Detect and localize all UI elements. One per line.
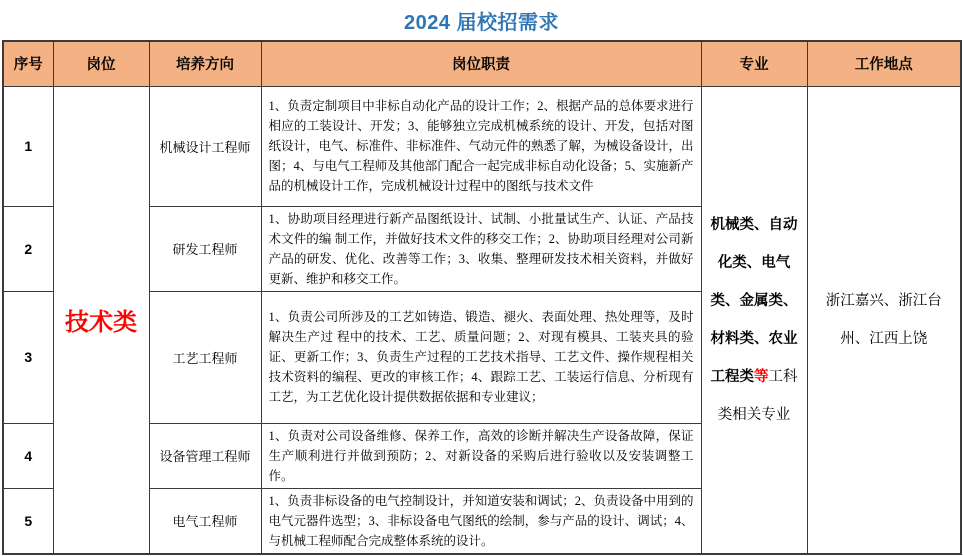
- row-2-number: 2: [3, 206, 53, 291]
- row-3-duty: 1、负责公司所涉及的工艺如铸造、锻造、褪火、表面处理、热处理等，及时解决生产过 程中的技术、工艺、质量问题；2、对现有模具、工装夹具的验证、更新工作；3、负责生产过程的工艺技术指导、工艺文件、操作规程相关技术资料的编程、更改的审核工作；4、跟踪工艺、工装运行信息、分析现有工艺，为工艺优化设计提供数据依据和专业建议；: [261, 291, 701, 423]
- row-2-duty: 1、协助项目经理进行新产品图纸设计、试制、小批量试生产、认证、产品技术文件的编 制工作，并做好技术文件的移交工作；2、协助项目经理对公司新产品的研发、优化、改善等工作；3、收集、整理研发技术相关资料，并做好更新、维护和移交工作。: [261, 206, 701, 291]
- header-work-location: 工作地点: [807, 41, 961, 86]
- header-job-duties: 岗位职责: [261, 41, 701, 86]
- work-location-cell: 浙江嘉兴、浙江台州、江西上饶: [807, 86, 961, 554]
- row-1-number: 1: [3, 86, 53, 206]
- major-regular-text: 工科类相关专业: [717, 368, 798, 423]
- table-header-row: [3, 41, 961, 86]
- header-training-direction: 培养方向: [149, 41, 261, 86]
- row-4-number: 4: [3, 423, 53, 488]
- row-1-duty: 1、负责定制项目中非标自动化产品的设计工作；2、根据产品的总体要求进行相应的工装设计、开发；3、能够独立完成机械系统的设计、开发，包括对图纸设计，电气、标准件、非标准件、气动元件的熟悉了解，为械设备设计，出图；4、与电气工程师及其他部门配合一起完成非标自动化设备；5、实施新产品的机械设计工作，完成机械设计过程中的图纸与技术文件: [261, 86, 701, 206]
- header-serial-number: 序号: [3, 41, 53, 86]
- position-category-cell: 技术类: [53, 86, 149, 554]
- recruitment-table: [2, 40, 962, 555]
- row-3-number: 3: [3, 291, 53, 423]
- header-position: 岗位: [53, 41, 149, 86]
- page-title: 2024 届校招需求: [403, 12, 560, 34]
- row-5-number: 5: [3, 488, 53, 554]
- major-highlight-text: 等: [754, 368, 769, 385]
- major-bold-text: 机械类、自动化类、电气类、金属类、材料类、农业工程类: [710, 216, 798, 385]
- row-5-duty: 1、负责非标设备的电气控制设计，并知道安装和调试；2、负责设备中用到的电气元器件选型；3、非标设备电气图纸的绘制，参与产品的设计、调试；4、与机械工程师配合完成整体系统的设计。: [261, 488, 701, 554]
- row-4-direction: 设备管理工程师: [149, 423, 261, 488]
- row-4-duty: 1、负责对公司设备维修、保养工作，高效的诊断并解决生产设备故障，保证生产顺利进行并做到预防；2、对新设备的采购后进行验收以及安装调整工作。: [261, 423, 701, 488]
- row-2-direction: 研发工程师: [149, 206, 261, 291]
- row-5-direction: 电气工程师: [149, 488, 261, 554]
- major-cell: [701, 86, 807, 554]
- header-major: 专业: [701, 41, 807, 86]
- table-row: [3, 86, 961, 206]
- row-1-direction: 机械设计工程师: [149, 86, 261, 206]
- row-3-direction: 工艺工程师: [149, 291, 261, 423]
